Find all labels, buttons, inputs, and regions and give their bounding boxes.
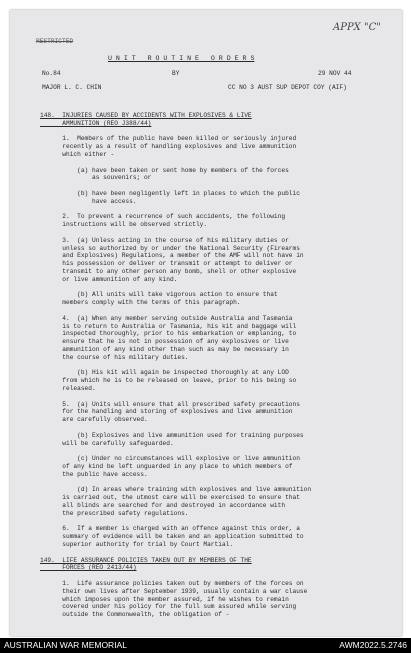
order-line: is to return to Australia or Tasmania, his kit and baggage will bbox=[40, 322, 297, 330]
order-line: which imposes upon the member assured, if he wishes to remain bbox=[40, 595, 289, 603]
order-line: are carefully observed. bbox=[40, 416, 148, 424]
order-line: and Explosives) Regulations, a member of the AMF will not have in bbox=[40, 252, 304, 260]
order-line: from which he is to be released on leave, prior to his being so bbox=[40, 377, 297, 385]
order-line: (b) Explosives and live ammunition used for training purposes bbox=[40, 431, 304, 439]
order-line: is carried out, the utmost care will be exercised to ensure that bbox=[40, 494, 300, 502]
order-date: 29 NOV 44 bbox=[318, 70, 352, 77]
order-line: (b) His kit will again be inspected thoroughly at any LOD bbox=[40, 369, 289, 377]
order-line: transmit to any other person any bomb, shell or other explosive bbox=[40, 268, 297, 275]
order-line: 148. INJURIES CAUSED BY ACCIDENTS WITH EXPLOSIVES & LIVE bbox=[40, 112, 252, 119]
order-line: 149. LIFE ASSURANCE POLICIES TAKEN OUT BY MEMBERS OF THE bbox=[40, 556, 252, 564]
order-line: recently as a result of handling explosives and live ammunition bbox=[40, 143, 297, 151]
order-line: have access. bbox=[40, 197, 137, 205]
order-line: will be carefully safeguarded. bbox=[40, 439, 174, 447]
order-line: of any kind be left unguarded in any place to which members of bbox=[40, 463, 293, 470]
order-line: their own lives after September 1939, usually contain a war clause bbox=[40, 587, 308, 595]
order-line: ammunition of any kind other than such as may be necessary in bbox=[40, 346, 289, 353]
order-line: 6. If a member is charged with an offence against this order, a bbox=[40, 525, 300, 533]
unit-name: CC NO 3 AUST SUP DEPOT COY (AIF) bbox=[228, 84, 347, 91]
order-line: 3. (a) Unless acting in the course of his military duties or bbox=[40, 236, 289, 244]
commander-name: MAJOR L. C. CHIN bbox=[42, 84, 102, 91]
order-line: 4. (a) When any member serving outside Australia and Tasmania bbox=[40, 314, 293, 322]
order-line: 2. To prevent a recurrence of such accidents, the following bbox=[40, 213, 286, 221]
order-line: outside the Commonwealth, the obligation of - bbox=[40, 611, 230, 619]
order-line: for the handling and storing of explosives and live ammunition bbox=[40, 408, 293, 416]
order-line: released. bbox=[40, 385, 96, 392]
order-line: inspected thoroughly, prior to his embarkation or emplaning, to bbox=[40, 330, 297, 338]
order-line: FORCES (REO 2413/44) bbox=[40, 564, 137, 572]
order-line: 1. Life assurance policies taken out by members of the forces on bbox=[40, 580, 304, 587]
order-line: (b) have been negligently left in places to which the public bbox=[40, 190, 300, 197]
order-line: AMMUNITION (REO J388/44) bbox=[40, 119, 152, 127]
order-line: superior authority for trial by Court Martial. bbox=[40, 541, 234, 548]
order-line: (c) Under no circumstances will explosive or live ammunition bbox=[40, 455, 300, 463]
footer-source: AUSTRALIAN WAR MEMORIAL bbox=[4, 640, 127, 650]
order-line: summary of evidence will be taken and an application submitted to bbox=[40, 533, 304, 541]
appendix-annotation: APPX "C" bbox=[333, 22, 381, 33]
order-line: the public have access. bbox=[40, 470, 148, 478]
order-number: No.84 bbox=[42, 70, 61, 77]
order-line: (a) have been taken or sent home by members of the forces bbox=[40, 166, 289, 174]
document-title: U N I T R O U T I N E O R D E R S bbox=[108, 55, 255, 62]
order-line: members comply with the terms of this paragraph. bbox=[40, 299, 241, 307]
order-line: 1. Members of the public have been killed or seriously injured bbox=[40, 135, 297, 143]
footer-accession: AWM2022.5.2746 bbox=[339, 640, 407, 650]
order-line: instructions will be observed strictly. bbox=[40, 221, 208, 229]
order-line: or live ammunition of any kind. bbox=[40, 275, 178, 283]
restricted-stamp: RESTRICTED bbox=[36, 38, 74, 45]
order-line: (b) All units will take vigorous action to ensure that bbox=[40, 291, 278, 299]
by-label: BY bbox=[172, 70, 180, 77]
order-line: all blinds are searched for and destroyed in accordance with bbox=[40, 502, 286, 509]
order-line: (d) In areas where training with explosives and live ammunition bbox=[40, 486, 312, 494]
order-line: as souvenirs; or bbox=[40, 174, 152, 182]
order-line: covered under his policy for the full sum assured while serving bbox=[40, 603, 297, 611]
order-line: the prescribed safety regulations. bbox=[40, 509, 189, 517]
order-line: unless so authorized by or under the National Security (Firearms bbox=[40, 244, 300, 252]
footer-bar bbox=[0, 638, 411, 653]
order-line: ensure that he is not in possession of any explosives or live bbox=[40, 338, 289, 346]
order-line: which either - bbox=[40, 151, 115, 158]
order-line: the course of his military duties. bbox=[40, 353, 189, 361]
order-line: 5. (a) Units will ensure that all prescribed safety precautions bbox=[40, 400, 300, 408]
order-line: his possession or deliver or transmit or attempt to deliver or bbox=[40, 260, 293, 268]
